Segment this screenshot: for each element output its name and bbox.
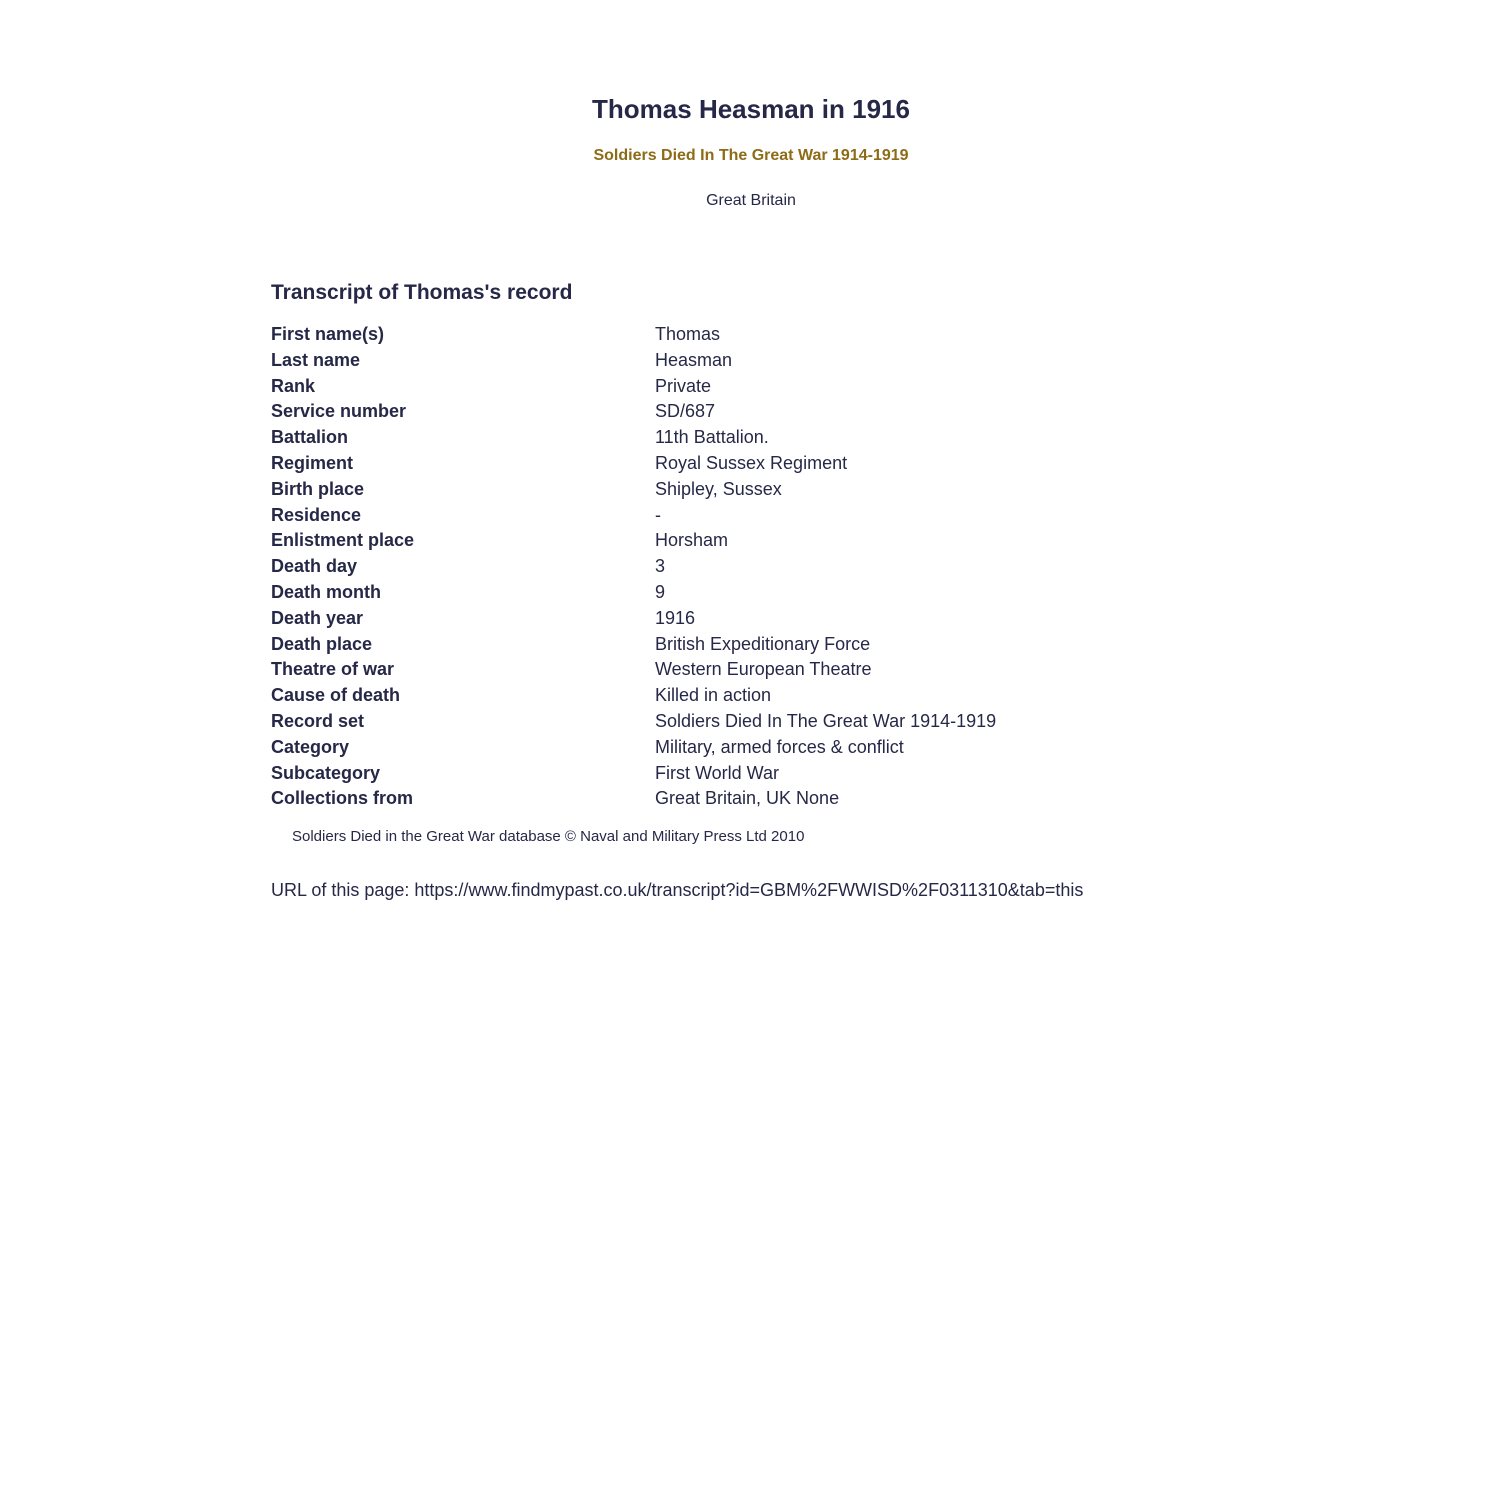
field-label: First name(s): [271, 324, 385, 344]
table-row: [271, 786, 996, 812]
table-row: [271, 451, 996, 477]
table-row: [271, 632, 996, 658]
page-url: URL of this page: https://www.findmypast.co.uk/transcript?id=GBM%2FWWISD%2F0311310&tab=this: [271, 880, 1084, 900]
table-row: [271, 477, 996, 503]
field-value: 1916: [655, 607, 696, 628]
field-value: Western European Theatre: [655, 659, 872, 680]
transcript-table: [271, 322, 996, 812]
table-row: [271, 374, 996, 400]
field-label: Service number: [271, 401, 407, 422]
field-value: SD/687: [655, 401, 716, 422]
field-value: Horsham: [655, 530, 729, 551]
table-row: [271, 399, 996, 425]
table-row: [271, 683, 996, 709]
page-title: Thomas Heasman in 1916: [592, 94, 910, 124]
field-value: 9: [655, 581, 666, 602]
transcript-heading: Transcript of Thomas's record: [271, 281, 573, 304]
field-label: Theatre of war: [271, 659, 395, 680]
field-value: -: [655, 504, 661, 525]
field-value: Killed in action: [655, 685, 772, 706]
table-row: [271, 503, 996, 529]
table-row: [271, 761, 996, 787]
field-value: 3: [655, 556, 666, 577]
record-set-subtitle: Soldiers Died In The Great War 1914-1919: [593, 147, 909, 164]
table-row: [271, 606, 996, 632]
field-value: Military, armed forces & conflict: [655, 736, 904, 757]
field-label: Regiment: [271, 452, 354, 473]
field-value: Shipley, Sussex: [655, 478, 782, 499]
field-label: Death year: [271, 607, 364, 628]
table-row: [271, 709, 996, 735]
field-label: Category: [271, 736, 350, 757]
field-label: Collections from: [271, 788, 414, 809]
field-label: Death month: [271, 581, 381, 602]
field-label: Death day: [271, 556, 358, 577]
table-row: [271, 554, 996, 580]
table-row: [271, 322, 996, 348]
field-label: Battalion: [271, 427, 349, 448]
field-label: Death place: [271, 633, 373, 654]
table-row: [271, 348, 996, 374]
field-label: Residence: [271, 504, 362, 525]
field-label: Birth place: [271, 478, 365, 499]
field-value: Soldiers Died In The Great War 1914-1919: [655, 710, 997, 731]
table-row: [271, 425, 996, 451]
field-label: Enlistment place: [271, 530, 415, 551]
field-value: 11th Battalion.: [655, 427, 769, 448]
field-value: British Expeditionary Force: [655, 633, 871, 654]
copyright-notice: Soldiers Died in the Great War database © Naval and Military Press Ltd 2010: [292, 828, 805, 845]
table-row: [271, 580, 996, 606]
field-value: Thomas: [655, 324, 721, 344]
field-value: Private: [655, 375, 712, 396]
country-label: Great Britain: [706, 192, 796, 209]
field-label: Record set: [271, 710, 365, 731]
table-row: [271, 735, 996, 761]
field-value: Great Britain, UK None: [655, 788, 840, 809]
field-label: Rank: [271, 375, 316, 396]
table-row: [271, 528, 996, 554]
field-label: Last name: [271, 349, 361, 370]
field-value: Royal Sussex Regiment: [655, 452, 848, 473]
field-value: Heasman: [655, 349, 733, 370]
field-label: Subcategory: [271, 762, 381, 783]
table-row: [271, 657, 996, 683]
field-value: First World War: [655, 762, 779, 783]
field-label: Cause of death: [271, 685, 401, 706]
